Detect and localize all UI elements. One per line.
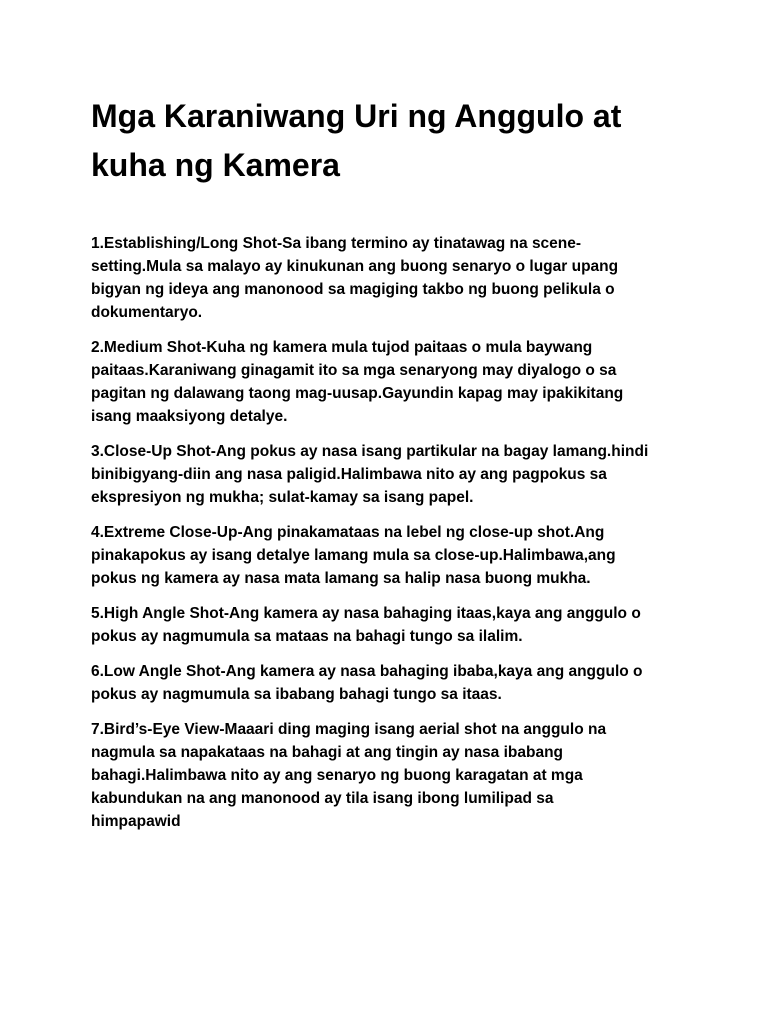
document-page	[91, 92, 691, 845]
list-item-2: 2.Medium Shot-Kuha ng kamera mula tujod paitaas o mula baywang paitaas.Karaniwang ginagamit ito sa mga senaryong may diyalogo o sa pagitan ng dalawang taong mag-uusap.Gayundin kapag may ipakikitang isang maaksiyong detalye.	[91, 339, 624, 425]
list-item-7: 7.Bird’s-Eye View-Maaari ding maging isang aerial shot na anggulo na nagmula sa napakataas na bahagi at ang tingin ay nasa ibabang bahagi.Halimbawa nito ay ang senaryo ng buong karagatan at mga kabundukan na ang manonood ay tila isang ibong lumilipad sa himpapawid	[91, 721, 607, 830]
list-item-5: 5.High Angle Shot-Ang kamera ay nasa bahaging itaas,kaya ang anggulo o pokus ay nagmumula sa mataas na bahagi tungo sa ilalim.	[91, 605, 641, 645]
list-item-4: 4.Extreme Close-Up-Ang pinakamataas na lebel ng close-up shot.Ang pinakapokus ay isang detalye lamang mula sa close-up.Halimbawa,ang pokus ng kamera ay nasa mata lamang sa halip nasa buong mukha.	[91, 524, 616, 587]
list-item-1: 1.Establishing/Long Shot-Sa ibang termino ay tinatawag na scene- setting.Mula sa malayo ay kinukunan ang buong senaryo o lugar upang bigyan ng ideya ang manonood sa magiging takbo ng buong pelikula o dokumentaryo.	[91, 235, 619, 321]
list-item-6: 6.Low Angle Shot-Ang kamera ay nasa bahaging ibaba,kaya ang anggulo o pokus ay nagmumula sa ibabang bahagi tungo sa itaas.	[91, 663, 643, 703]
document-title: Mga Karaniwang Uri ng Anggulo at kuha ng Kamera	[91, 98, 622, 183]
list-item-3: 3.Close-Up Shot-Ang pokus ay nasa isang partikular na bagay lamang.hindi binibigyang-diin ang nasa paligid.Halimbawa nito ay ang pagpokus sa ekspresiyon ng mukha; sulat-kamay sa isang papel.	[91, 443, 649, 506]
